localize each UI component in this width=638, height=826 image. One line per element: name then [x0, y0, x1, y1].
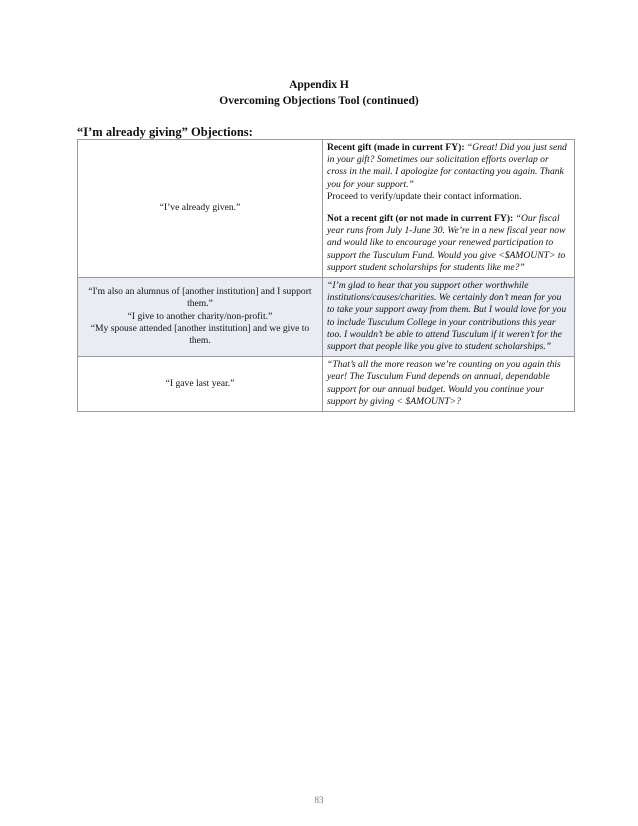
table-row	[78, 140, 575, 278]
response-text: “I’m glad to hear that you support other worthwhile institutions/causes/charities. We certainly don’t mean for you to take your support away from them. But I would love for you to include Tusculum College in your contributions this year too. I wouldn’t be able to attend Tusculum if it weren’t for the support that people like you give to student scholarships.”	[327, 280, 567, 353]
not-recent-gift-response	[327, 213, 570, 274]
recent-gift-quote: “Great! Did you just send in your gift? Sometimes our solicitation efforts overlap or cross in the mail. I apologize for contacting you again. Thank you for your support.”	[327, 142, 567, 190]
objection-cell	[78, 278, 323, 357]
response-text: “That’s all the more reason we’re counting on you again this year! The Tusculum Fund depends on annual, dependable support for our annual budget. Would you continue your support by giving < $AMOUNT>?	[327, 359, 561, 407]
objections-table	[77, 139, 575, 412]
not-recent-gift-quote: “Our fiscal year runs from July 1-June 30. We’re in a new fiscal year now and would like to encourage your renewed participation to support the Tusculum Fund. Would you give <$AMOUNT> to support student scholarships for students like me?”	[327, 213, 566, 273]
section-title: “I’m already giving” Objections:	[77, 125, 253, 139]
response-cell	[323, 357, 575, 412]
not-recent-gift-label: Not a recent gift (or not made in current FY):	[327, 213, 514, 225]
objection-text: “I’ve already given.”	[159, 201, 241, 213]
page-number: 83	[314, 795, 324, 805]
table-row	[78, 278, 575, 357]
table-row	[78, 357, 575, 412]
objection-text: “I'm also an alumnus of [another institution] and I support them.”	[88, 286, 312, 310]
recent-gift-label: Recent gift (made in current FY):	[327, 142, 465, 153]
response-cell	[323, 278, 575, 357]
objection-text: “My spouse attended [another institution] and we give to them.	[90, 322, 310, 346]
appendix-title: Overcoming Objections Tool (continued)	[219, 95, 419, 107]
objection-text: “I gave last year.”	[165, 377, 235, 389]
appendix-label: Appendix H	[289, 79, 349, 91]
objection-text: “I give to another charity/non-profit.”	[127, 310, 273, 322]
response-cell	[323, 140, 575, 278]
page-header	[0, 77, 638, 109]
recent-gift-instruction: Proceed to verify/update their contact information.	[327, 190, 522, 202]
recent-gift-response	[327, 142, 570, 191]
objection-cell	[78, 140, 323, 278]
objection-cell	[78, 357, 323, 412]
